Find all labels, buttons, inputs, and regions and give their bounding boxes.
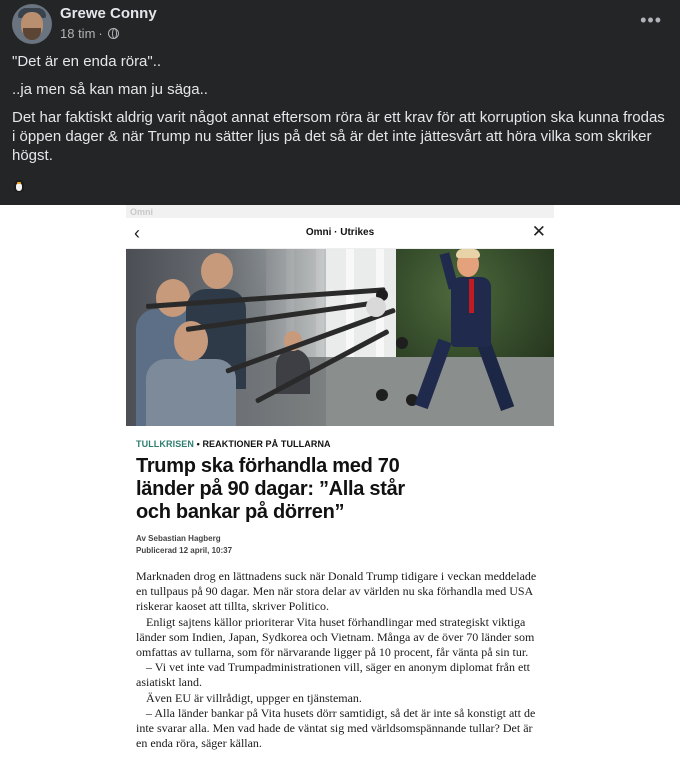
back-chevron-icon[interactable]: ‹ — [134, 223, 140, 243]
article-nav-bar — [126, 218, 554, 249]
avatar[interactable] — [12, 4, 52, 44]
article-paragraph: Även EU är villrådigt, uppger en tjänsteman. — [146, 690, 362, 705]
article-paragraph: Enligt sajtens källor prioriterar Vita huset förhandlingar med strategiskt viktiga länder som Indien, Japan, Sydkorea och Vietnam. Många av de över 70 länder som omfattas av tullarna, som för närvarande ligger på 10 procent, får vänta på sin tur. — [136, 614, 535, 660]
photo-mic — [376, 389, 388, 401]
article-paragraph: – Alla länder bankar på Vita husets dörr samtidigt, så det är inte så konstigt att de inte svarar alla. Men vad hade de väntat sig med världsomspännande tullar? Det är en enda röra, säger källan. — [136, 705, 536, 751]
more-options-button[interactable]: ••• — [640, 10, 662, 30]
post-text — [12, 52, 668, 174]
article-screenshot[interactable] — [126, 205, 554, 774]
photo-mic-fuzzy — [366, 297, 386, 317]
photo-reporter-head — [156, 279, 190, 317]
article-paragraph: Marknaden drog en lättnadens suck när Donald Trump tidigare i veckan meddelade en tullpaus på 90 dagar. Men när stora delar av världen nu ska förhandla med USA riskerar kaoset att tillta, skriver Politico. — [136, 569, 537, 614]
photo-reporter-head — [201, 253, 233, 289]
article-text — [136, 569, 544, 751]
post-paragraph: Det har faktiskt aldrig varit något annat eftersom röra är ett krav för att korruption ska kunna frodas i öppen dager & när Trump nu sätter ljus på det så är det inte jättesvårt att höra vilka som skriker högst. — [12, 109, 665, 164]
photo-reporter — [146, 359, 236, 426]
article-body — [126, 439, 554, 751]
screenshot-top-strip — [126, 205, 554, 218]
article-kicker — [136, 439, 544, 449]
nav-title: Omni · Utrikes — [305, 227, 375, 238]
post-time[interactable]: 18 tim — [60, 26, 96, 41]
ghost-brand: Omni — [130, 207, 154, 217]
post-paragraph: "Det är en enda röra".. — [12, 53, 162, 70]
post-paragraph: ..ja men så kan man ju säga.. — [12, 81, 208, 98]
penguin-icon — [13, 178, 25, 192]
post-author[interactable]: Grewe Conny — [60, 5, 157, 22]
kicker-tag[interactable]: TULLKRISEN — [136, 439, 194, 449]
photo-subject-hair — [456, 249, 480, 258]
article-published: Publicerad 12 april, 10:37 — [136, 546, 233, 555]
close-icon[interactable]: ✕ — [531, 222, 546, 241]
facebook-post — [0, 0, 680, 205]
post-meta — [60, 26, 119, 41]
article-author[interactable]: Av Sebastian Hagberg — [136, 534, 221, 543]
article-headline: Trump ska förhandla med 70 länder på 90 dagar: ”Alla står och bankar på dörren” — [136, 455, 405, 523]
avatar-beard — [23, 28, 41, 40]
article-paragraph: – Vi vet inte vad Trumpadministrationen vill, säger en anonym diplomat från ett asiatiskt land. — [136, 660, 530, 690]
article-byline — [136, 533, 544, 557]
photo-subject-tie — [469, 279, 474, 313]
globe-icon — [108, 28, 119, 39]
article-photo — [126, 249, 554, 426]
photo-mic — [396, 337, 408, 349]
kicker-rest: • REAKTIONER PÅ TULLARNA — [194, 439, 331, 449]
meta-separator: · — [98, 26, 103, 41]
